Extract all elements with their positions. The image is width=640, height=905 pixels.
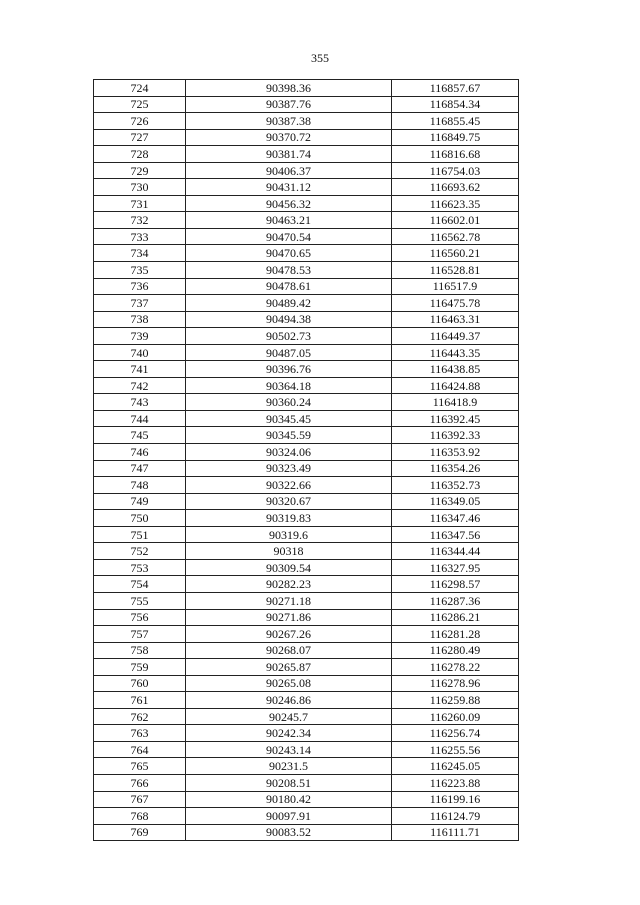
table-row — [94, 113, 519, 130]
x-coordinate-cell: 90097.91 — [186, 808, 392, 825]
y-coordinate-cell: 116298.57 — [392, 576, 519, 593]
y-coordinate-cell: 116849.75 — [392, 129, 519, 146]
table-row — [94, 559, 519, 576]
point-number-cell: 732 — [94, 212, 186, 229]
table-row — [94, 477, 519, 494]
y-coordinate-cell: 116438.85 — [392, 361, 519, 378]
y-coordinate-cell: 116327.95 — [392, 559, 519, 576]
x-coordinate-cell: 90265.08 — [186, 675, 392, 692]
y-coordinate-cell: 116278.22 — [392, 659, 519, 676]
y-coordinate-cell: 116260.09 — [392, 708, 519, 725]
x-coordinate-cell: 90406.37 — [186, 162, 392, 179]
point-number-cell: 740 — [94, 344, 186, 361]
x-coordinate-cell: 90318 — [186, 543, 392, 560]
y-coordinate-cell: 116353.92 — [392, 444, 519, 461]
table-row — [94, 394, 519, 411]
x-coordinate-cell: 90478.61 — [186, 278, 392, 295]
x-coordinate-cell: 90271.86 — [186, 609, 392, 626]
x-coordinate-cell: 90502.73 — [186, 328, 392, 345]
y-coordinate-cell: 116560.21 — [392, 245, 519, 262]
table-row — [94, 212, 519, 229]
y-coordinate-cell: 116287.36 — [392, 592, 519, 609]
x-coordinate-cell: 90319.6 — [186, 526, 392, 543]
point-number-cell: 725 — [94, 96, 186, 113]
table-row — [94, 278, 519, 295]
y-coordinate-cell: 116623.35 — [392, 195, 519, 212]
point-number-cell: 735 — [94, 262, 186, 279]
table-row — [94, 808, 519, 825]
y-coordinate-cell: 116245.05 — [392, 758, 519, 775]
point-number-cell: 731 — [94, 195, 186, 212]
x-coordinate-cell: 90381.74 — [186, 146, 392, 163]
y-coordinate-cell: 116352.73 — [392, 477, 519, 494]
table-row — [94, 626, 519, 643]
y-coordinate-cell: 116255.56 — [392, 741, 519, 758]
y-coordinate-cell: 116392.33 — [392, 427, 519, 444]
table-row — [94, 444, 519, 461]
point-number-cell: 762 — [94, 708, 186, 725]
table-row — [94, 692, 519, 709]
point-number-cell: 755 — [94, 592, 186, 609]
table-row — [94, 824, 519, 841]
point-number-cell: 746 — [94, 444, 186, 461]
point-number-cell: 741 — [94, 361, 186, 378]
y-coordinate-cell: 116349.05 — [392, 493, 519, 510]
y-coordinate-cell: 116855.45 — [392, 113, 519, 130]
y-coordinate-cell: 116449.37 — [392, 328, 519, 345]
x-coordinate-cell: 90370.72 — [186, 129, 392, 146]
point-number-cell: 764 — [94, 741, 186, 758]
x-coordinate-cell: 90431.12 — [186, 179, 392, 196]
y-coordinate-cell: 116259.88 — [392, 692, 519, 709]
point-number-cell: 751 — [94, 526, 186, 543]
point-number-cell: 757 — [94, 626, 186, 643]
point-number-cell: 769 — [94, 824, 186, 841]
point-number-cell: 739 — [94, 328, 186, 345]
point-number-cell: 758 — [94, 642, 186, 659]
table-row — [94, 576, 519, 593]
point-number-cell: 724 — [94, 80, 186, 97]
table-row — [94, 741, 519, 758]
table-row — [94, 295, 519, 312]
x-coordinate-cell: 90324.06 — [186, 444, 392, 461]
table-row — [94, 146, 519, 163]
point-number-cell: 733 — [94, 228, 186, 245]
x-coordinate-cell: 90494.38 — [186, 311, 392, 328]
table-row — [94, 162, 519, 179]
x-coordinate-cell: 90470.65 — [186, 245, 392, 262]
point-number-cell: 754 — [94, 576, 186, 593]
table-row — [94, 592, 519, 609]
table-row — [94, 228, 519, 245]
table-row — [94, 377, 519, 394]
point-number-cell: 734 — [94, 245, 186, 262]
coordinate-table — [93, 79, 519, 841]
point-number-cell: 748 — [94, 477, 186, 494]
table-row — [94, 129, 519, 146]
x-coordinate-cell: 90470.54 — [186, 228, 392, 245]
point-number-cell: 726 — [94, 113, 186, 130]
x-coordinate-cell: 90271.18 — [186, 592, 392, 609]
table-row — [94, 195, 519, 212]
x-coordinate-cell: 90398.36 — [186, 80, 392, 97]
point-number-cell: 744 — [94, 410, 186, 427]
y-coordinate-cell: 116816.68 — [392, 146, 519, 163]
x-coordinate-cell: 90319.83 — [186, 510, 392, 527]
point-number-cell: 743 — [94, 394, 186, 411]
x-coordinate-cell: 90282.23 — [186, 576, 392, 593]
x-coordinate-cell: 90364.18 — [186, 377, 392, 394]
y-coordinate-cell: 116602.01 — [392, 212, 519, 229]
x-coordinate-cell: 90246.86 — [186, 692, 392, 709]
table-row — [94, 344, 519, 361]
y-coordinate-cell: 116280.49 — [392, 642, 519, 659]
x-coordinate-cell: 90345.59 — [186, 427, 392, 444]
y-coordinate-cell: 116418.9 — [392, 394, 519, 411]
table-row — [94, 642, 519, 659]
point-number-cell: 736 — [94, 278, 186, 295]
x-coordinate-cell: 90309.54 — [186, 559, 392, 576]
y-coordinate-cell: 116754.03 — [392, 162, 519, 179]
table-row — [94, 526, 519, 543]
point-number-cell: 749 — [94, 493, 186, 510]
point-number-cell: 753 — [94, 559, 186, 576]
point-number-cell: 728 — [94, 146, 186, 163]
y-coordinate-cell: 116256.74 — [392, 725, 519, 742]
point-number-cell: 760 — [94, 675, 186, 692]
point-number-cell: 767 — [94, 791, 186, 808]
y-coordinate-cell: 116424.88 — [392, 377, 519, 394]
x-coordinate-cell: 90323.49 — [186, 460, 392, 477]
y-coordinate-cell: 116278.96 — [392, 675, 519, 692]
point-number-cell: 727 — [94, 129, 186, 146]
y-coordinate-cell: 116562.78 — [392, 228, 519, 245]
x-coordinate-cell: 90268.07 — [186, 642, 392, 659]
y-coordinate-cell: 116223.88 — [392, 774, 519, 791]
y-coordinate-cell: 116347.56 — [392, 526, 519, 543]
x-coordinate-cell: 90489.42 — [186, 295, 392, 312]
coordinate-table-container — [93, 79, 518, 841]
y-coordinate-cell: 116463.31 — [392, 311, 519, 328]
table-row — [94, 659, 519, 676]
y-coordinate-cell: 116517.9 — [392, 278, 519, 295]
table-row — [94, 493, 519, 510]
y-coordinate-cell: 116475.78 — [392, 295, 519, 312]
y-coordinate-cell: 116281.28 — [392, 626, 519, 643]
x-coordinate-cell: 90243.14 — [186, 741, 392, 758]
x-coordinate-cell: 90267.26 — [186, 626, 392, 643]
table-row — [94, 708, 519, 725]
x-coordinate-cell: 90396.76 — [186, 361, 392, 378]
x-coordinate-cell: 90345.45 — [186, 410, 392, 427]
table-row — [94, 311, 519, 328]
point-number-cell: 756 — [94, 609, 186, 626]
table-row — [94, 675, 519, 692]
table-row — [94, 80, 519, 97]
table-row — [94, 245, 519, 262]
x-coordinate-cell: 90265.87 — [186, 659, 392, 676]
y-coordinate-cell: 116854.34 — [392, 96, 519, 113]
table-row — [94, 410, 519, 427]
point-number-cell: 745 — [94, 427, 186, 444]
table-row — [94, 543, 519, 560]
x-coordinate-cell: 90387.76 — [186, 96, 392, 113]
table-row — [94, 758, 519, 775]
table-row — [94, 427, 519, 444]
x-coordinate-cell: 90320.67 — [186, 493, 392, 510]
x-coordinate-cell: 90231.5 — [186, 758, 392, 775]
point-number-cell: 737 — [94, 295, 186, 312]
x-coordinate-cell: 90180.42 — [186, 791, 392, 808]
table-body — [94, 80, 519, 841]
x-coordinate-cell: 90322.66 — [186, 477, 392, 494]
x-coordinate-cell: 90463.21 — [186, 212, 392, 229]
x-coordinate-cell: 90083.52 — [186, 824, 392, 841]
y-coordinate-cell: 116286.21 — [392, 609, 519, 626]
x-coordinate-cell: 90487.05 — [186, 344, 392, 361]
x-coordinate-cell: 90208.51 — [186, 774, 392, 791]
y-coordinate-cell: 116392.45 — [392, 410, 519, 427]
table-row — [94, 460, 519, 477]
table-row — [94, 774, 519, 791]
table-row — [94, 791, 519, 808]
point-number-cell: 730 — [94, 179, 186, 196]
x-coordinate-cell: 90360.24 — [186, 394, 392, 411]
table-row — [94, 510, 519, 527]
point-number-cell: 752 — [94, 543, 186, 560]
point-number-cell: 766 — [94, 774, 186, 791]
point-number-cell: 729 — [94, 162, 186, 179]
point-number-cell: 763 — [94, 725, 186, 742]
point-number-cell: 759 — [94, 659, 186, 676]
x-coordinate-cell: 90456.32 — [186, 195, 392, 212]
point-number-cell: 761 — [94, 692, 186, 709]
y-coordinate-cell: 116344.44 — [392, 543, 519, 560]
point-number-cell: 747 — [94, 460, 186, 477]
table-row — [94, 262, 519, 279]
table-row — [94, 609, 519, 626]
point-number-cell: 768 — [94, 808, 186, 825]
y-coordinate-cell: 116857.67 — [392, 80, 519, 97]
table-row — [94, 96, 519, 113]
table-row — [94, 328, 519, 345]
y-coordinate-cell: 116693.62 — [392, 179, 519, 196]
point-number-cell: 750 — [94, 510, 186, 527]
y-coordinate-cell: 116111.71 — [392, 824, 519, 841]
x-coordinate-cell: 90242.34 — [186, 725, 392, 742]
y-coordinate-cell: 116124.79 — [392, 808, 519, 825]
y-coordinate-cell: 116443.35 — [392, 344, 519, 361]
y-coordinate-cell: 116199.16 — [392, 791, 519, 808]
point-number-cell: 738 — [94, 311, 186, 328]
table-row — [94, 725, 519, 742]
x-coordinate-cell: 90478.53 — [186, 262, 392, 279]
table-row — [94, 361, 519, 378]
page-number: 355 — [311, 51, 329, 65]
y-coordinate-cell: 116354.26 — [392, 460, 519, 477]
table-row — [94, 179, 519, 196]
x-coordinate-cell: 90387.38 — [186, 113, 392, 130]
y-coordinate-cell: 116347.46 — [392, 510, 519, 527]
point-number-cell: 765 — [94, 758, 186, 775]
y-coordinate-cell: 116528.81 — [392, 262, 519, 279]
x-coordinate-cell: 90245.7 — [186, 708, 392, 725]
point-number-cell: 742 — [94, 377, 186, 394]
